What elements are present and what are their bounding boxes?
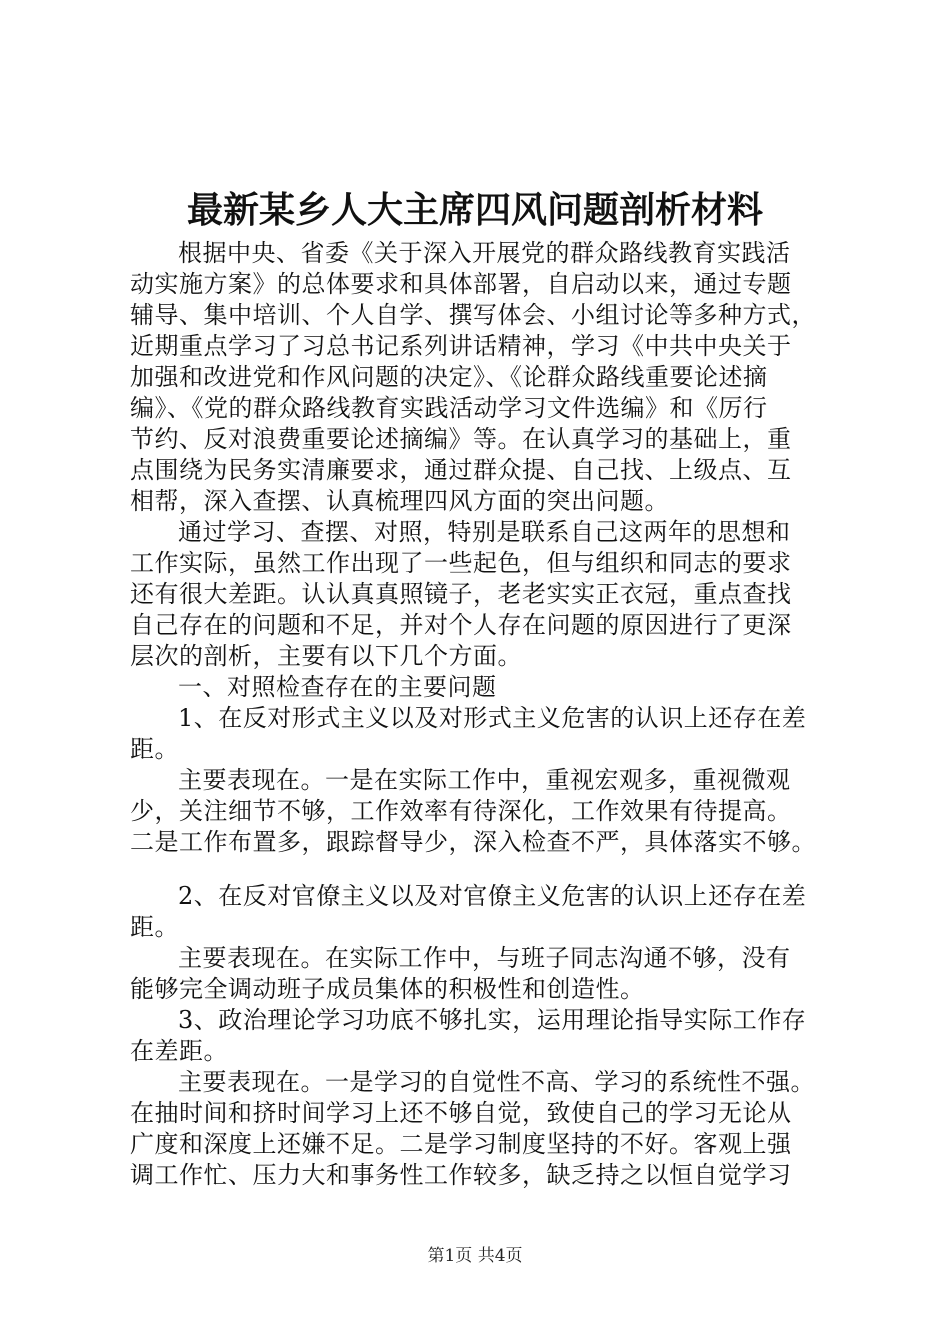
body-line: 节约、反对浪费重要论述摘编》等。在认真学习的基础上，重 <box>130 425 792 453</box>
subsection-heading: 1、在反对形式主义以及对形式主义危害的认识上还存在差 <box>178 704 807 732</box>
subsection-heading: 2、在反对官僚主义以及对官僚主义危害的认识上还存在差 <box>178 882 807 910</box>
body-line: 动实施方案》的总体要求和具体部署，自启动以来，通过专题 <box>130 270 792 298</box>
body-line: 加强和改进党和作风问题的决定》、《论群众路线重要论述摘 <box>130 363 768 391</box>
body-line: 工作实际，虽然工作出现了一些起色，但与组织和同志的要求 <box>130 549 792 577</box>
body-line: 相帮，深入查摆、认真梳理四风方面的突出问题。 <box>130 487 669 515</box>
body-line: 自己存在的问题和不足，并对个人存在问题的原因进行了更深 <box>130 611 792 639</box>
body-line: 主要表现在。一是学习的自觉性不高、学习的系统性不强。 <box>178 1068 815 1096</box>
document-title: 最新某乡人大主席四风问题剖析材料 <box>186 189 763 231</box>
body-line: 根据中央、省委《关于深入开展党的群众路线教育实践活 <box>178 239 791 267</box>
body-line: 少，关注细节不够，工作效率有待深化，工作效果有待提高。 <box>130 797 792 825</box>
body-line: 二是工作布置多，跟踪督导少，深入检查不严，具体落实不够。 <box>130 828 816 856</box>
body-line: 通过学习、查摆、对照，特别是联系自己这两年的思想和 <box>178 518 791 546</box>
body-line: 点围绕为民务实清廉要求，通过群众提、自己找、上级点、互 <box>130 456 792 484</box>
body-line: 编》、《党的群众路线教育实践活动学习文件选编》和《厉行 <box>130 394 768 422</box>
body-line: 主要表现在。一是在实际工作中，重视宏观多，重视微观 <box>178 766 791 794</box>
body-line: 近期重点学习了习总书记系列讲话精神，学习《中共中央关于 <box>130 332 792 360</box>
body-line: 主要表现在。在实际工作中，与班子同志沟通不够，没有 <box>178 944 791 972</box>
body-line: 能够完全调动班子成员集体的积极性和创造性。 <box>130 975 645 1003</box>
page-footer: 第1页 共4页 <box>427 1246 523 1266</box>
section-heading: 一、对照检查存在的主要问题 <box>178 673 497 701</box>
body-line: 距。 <box>130 913 179 941</box>
body-line: 在差距。 <box>130 1037 228 1065</box>
body-line: 还有很大差距。认认真真照镜子，老老实实正衣冠，重点查找 <box>130 580 792 608</box>
body-line: 层次的剖析，主要有以下几个方面。 <box>130 642 522 670</box>
body-line: 距。 <box>130 735 179 763</box>
subsection-heading: 3、政治理论学习功底不够扎实，运用理论指导实际工作存 <box>178 1006 807 1034</box>
body-line: 广度和深度上还嫌不足。二是学习制度坚持的不好。客观上强 <box>130 1130 792 1158</box>
body-line: 在抽时间和挤时间学习上还不够自觉，致使自己的学习无论从 <box>130 1099 792 1127</box>
body-line: 调工作忙、压力大和事务性工作较多，缺乏持之以恒自觉学习 <box>130 1161 792 1189</box>
body-line: 辅导、集中培训、个人自学、撰写体会、小组讨论等多种方式， <box>130 301 816 329</box>
